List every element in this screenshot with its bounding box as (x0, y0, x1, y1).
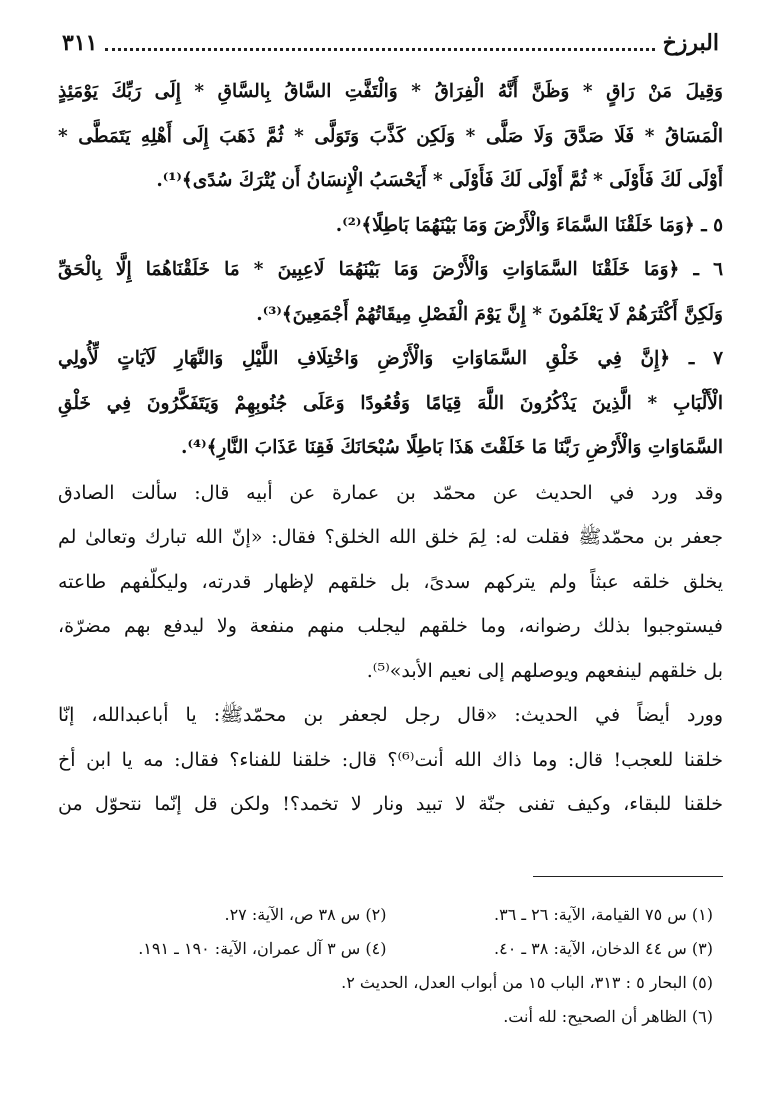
verse-line: وَلَكِنَّ أَكْثَرَهُمْ لَا يَعْلَمُونَ * إِنَّ يَوْمَ الْفَصْلِ مِيقَاتُهُمْ أَجْمَعِينَ﴾⁽³⁾. (256, 303, 723, 325)
chapter-title: البرزخ (662, 30, 719, 56)
footnote-separator (533, 876, 723, 877)
verse-line: وَقِيلَ مَنْ رَاقٍ * وَظَنَّ أَنَّهُ الْفِرَاقُ * وَالْتَفَّتِ السَّاقُ بِالسَّاقِ * إِلَى رَبِّكَ يَوْمَئِذٍ (58, 81, 723, 102)
paragraph-line: خلقنا للبقاء، وكيف تفنى جنّة لا تبيد ونار لا تخمد؟! ولكن قل إنّما نتحوّل من (58, 793, 723, 815)
footnote-row (60, 898, 713, 932)
verse-line: الْأَلْبَابِ * الَّذِينَ يَذْكُرُونَ اللَّهَ قِيَامًا وَقُعُودًا وَعَلَى جُنُوبِهِمْ وَيَتَفَكَّرُونَ فِي خَلْقِ (58, 392, 723, 414)
verse-line: ٦ ـ ﴿وَمَا خَلَقْنَا السَّمَاوَاتِ وَالْأَرْضَ وَمَا بَيْنَهُمَا لَاعِبِينَ * مَا خَلَقْنَاهُمَا إِلَّا بِالْحَقِّ (58, 259, 723, 280)
footnote-6: (٦) الظاهر أن الصحيح: لله أنت. (503, 1007, 713, 1026)
footnotes (60, 898, 713, 1034)
paragraph-line: خلقنا للعجب! قال: وما ذاك الله أنت⁽⁶⁾؟ قال: خلقنا للفناء؟ فقال: مه يا ابن أخ (58, 748, 723, 771)
verse-line: السَّمَاوَاتِ وَالْأَرْضِ رَبَّنَا مَا خَلَقْتَ هَذَا بَاطِلًا سُبْحَانَكَ فَقِنَا عَذَابَ النَّارِ﴾⁽⁴⁾. (181, 437, 723, 458)
verse-line: أَوْلَى لَكَ فَأَوْلَى * ثُمَّ أَوْلَى لَكَ فَأَوْلَى * أَيَحْسَبُ الْإِنسَانُ أَن يُتْرَكَ سُدًى﴾⁽¹⁾. (156, 170, 723, 191)
paragraph-line: وورد أيضاً في الحديث: «قال رجل لجعفر بن محمّدﷺ: يا أباعبدالله، إنّا (58, 704, 723, 726)
footnote-2: (٢) س ٣٨ ص، الآية: ٢٧. (224, 905, 387, 924)
dotted-leader (105, 48, 654, 51)
paragraph-line: بل خلقهم لينفعهم ويوصلهم إلى نعيم الأبد»⁽⁵⁾. (366, 659, 723, 682)
paragraph-line: جعفر بن محمّدﷺ فقلت له: لِمَ خلق الله الخلق؟ فقال: «إنّ الله تبارك وتعالىٰ لم (58, 526, 723, 548)
verse-line: ٧ ـ ﴿إِنَّ فِي خَلْقِ السَّمَاوَاتِ وَالْأَرْضِ وَاخْتِلَافِ اللَّيْلِ وَالنَّهَارِ لَآيَاتٍ لِّأُولِي (58, 348, 723, 369)
paragraph-line: فيستوجبوا بذلك رضوانه، وما خلقهم ليجلب منهم منفعة ولا ليدفع بهم مضرّة، (58, 615, 723, 637)
page-number: ٣١١ (62, 30, 98, 56)
running-header (62, 26, 719, 60)
main-text (58, 70, 723, 827)
verse-line: الْمَسَاقُ * فَلَا صَدَّقَ وَلَا صَلَّى * وَلَكِن كَذَّبَ وَتَوَلَّى * ثُمَّ ذَهَبَ إِلَى أَهْلِهِ يَتَمَطَّى * (58, 125, 723, 147)
footnote-row (60, 932, 713, 966)
footnote-5: (٥) البحار ٥ : ٣١٣، الباب ١٥ من أبواب العدل، الحديث ٢. (341, 973, 713, 992)
footnote-3: (٣) س ٤٤ الدخان، الآية: ٣٨ ـ ٤٠. (494, 939, 713, 958)
verse-line: ٥ ـ ﴿وَمَا خَلَقْنَا السَّمَاءَ وَالْأَرْضَ وَمَا بَيْنَهُمَا بَاطِلًا﴾⁽²⁾. (335, 214, 723, 236)
footnote-4: (٤) س ٣ آل عمران، الآية: ١٩٠ ـ ١٩١. (138, 939, 387, 958)
paragraph-line: يخلق خلقه عبثاً ولم يتركهم سدىً، بل خلقهم لإظهار قدرته، وليكلّفهم طاعته (58, 570, 723, 593)
paragraph-line: وقد ورد في الحديث عن محمّد بن عمارة عن أبيه قال: سألت الصادق (58, 481, 723, 504)
footnote-1: (١) س ٧٥ القيامة، الآية: ٢٦ ـ ٣٦. (494, 905, 713, 924)
